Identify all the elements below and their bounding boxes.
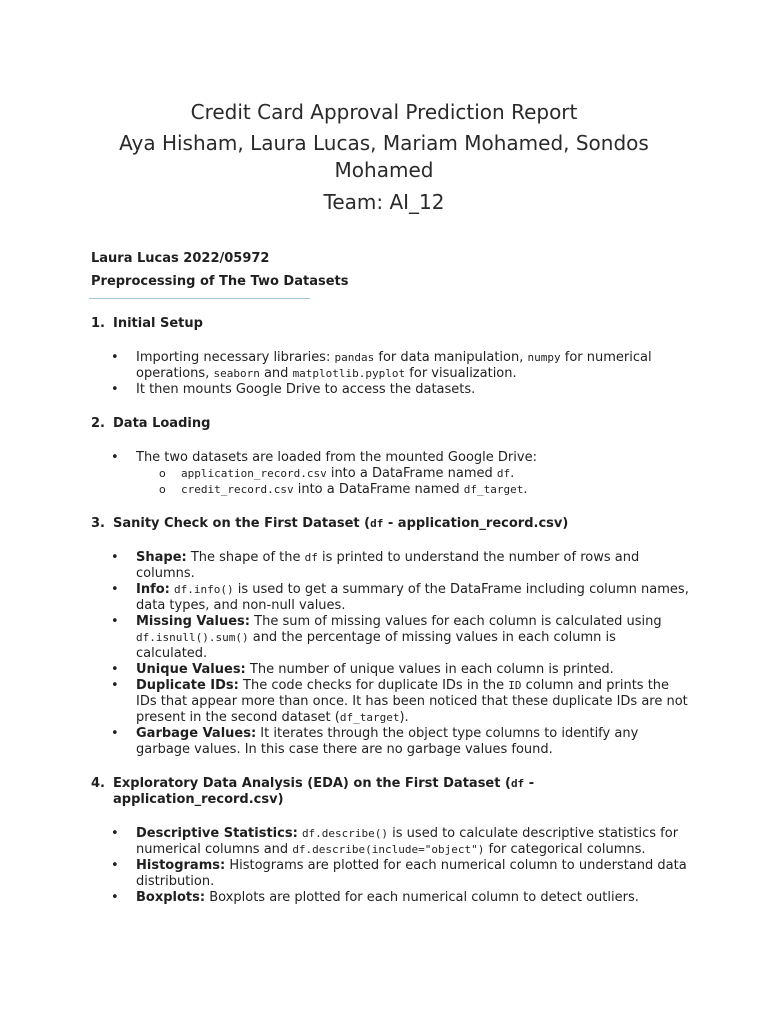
item-label: Histograms: bbox=[136, 858, 226, 873]
section-1-list bbox=[91, 350, 691, 398]
inline-code: application_record.csv bbox=[181, 467, 327, 480]
sub-list-item bbox=[159, 482, 691, 498]
list-item bbox=[111, 726, 691, 758]
inline-code: numpy bbox=[527, 351, 561, 364]
section-3-heading bbox=[91, 516, 691, 532]
document-body bbox=[91, 316, 691, 906]
item-text: The number of unique values in each column is printed. bbox=[245, 662, 614, 677]
inline-code: matplotlib.pyplot bbox=[292, 367, 406, 380]
section-heading-text: Initial Setup bbox=[113, 316, 203, 331]
inline-code: df.describe(include="object") bbox=[292, 843, 485, 856]
list-item bbox=[111, 662, 691, 678]
item-text: for categorical columns. bbox=[484, 842, 646, 857]
section-number: 1. bbox=[91, 316, 105, 331]
bullet-icon: • bbox=[111, 450, 119, 465]
author-line: Laura Lucas 2022/05972 bbox=[91, 251, 270, 266]
list-item bbox=[111, 550, 691, 582]
item-label: Unique Values: bbox=[136, 662, 246, 677]
bullet-icon: • bbox=[111, 858, 119, 873]
sub-bullet-icon: o bbox=[159, 483, 166, 496]
list-item bbox=[111, 858, 691, 890]
section-number: 3. bbox=[91, 516, 105, 531]
sub-list bbox=[136, 466, 691, 498]
sub-bullet-icon: o bbox=[159, 467, 166, 480]
inline-code: pandas bbox=[334, 351, 375, 364]
section-4-heading bbox=[91, 776, 691, 808]
section-2-heading bbox=[91, 416, 691, 432]
section-2-list bbox=[91, 450, 691, 498]
item-text: Histograms are plotted for each numerical column to understand data distribution. bbox=[136, 858, 687, 889]
section-heading-text: Sanity Check on the First Dataset ( bbox=[113, 516, 371, 531]
item-label: Missing Values: bbox=[136, 614, 250, 629]
inline-code: df_target bbox=[339, 711, 400, 724]
inline-code: df.isnull().sum() bbox=[136, 631, 249, 644]
inline-code: df bbox=[510, 777, 525, 790]
section-divider bbox=[89, 298, 310, 299]
sub-list-item bbox=[159, 466, 691, 482]
item-text: ). bbox=[399, 710, 409, 725]
inline-code: credit_record.csv bbox=[181, 483, 294, 496]
item-text: is used to get a summary of the DataFrame including column names, data types, and non-null values. bbox=[136, 582, 689, 613]
item-text: Boxplots are plotted for each numerical column to detect outliers. bbox=[205, 890, 639, 905]
list-item bbox=[111, 350, 691, 382]
section-heading-text: - application_record.csv) bbox=[113, 776, 535, 807]
section-number: 4. bbox=[91, 776, 105, 791]
title-block bbox=[0, 99, 768, 216]
item-text: into a DataFrame named bbox=[293, 482, 464, 497]
item-label: Shape: bbox=[136, 550, 187, 565]
item-text: It then mounts Google Drive to access the datasets. bbox=[136, 382, 476, 397]
bullet-icon: • bbox=[111, 826, 119, 841]
item-text: The sum of missing values for each column is calculated using bbox=[250, 614, 662, 629]
list-item bbox=[111, 582, 691, 614]
item-text: The two datasets are loaded from the mounted Google Drive: bbox=[136, 450, 537, 465]
item-text: for visualization. bbox=[405, 366, 517, 381]
bullet-icon: • bbox=[111, 890, 119, 905]
item-text: and the percentage of missing values in each column is calculated. bbox=[136, 630, 616, 661]
bullet-icon: • bbox=[111, 382, 119, 397]
inline-code: df.info() bbox=[174, 583, 234, 596]
report-authors: Aya Hisham, Laura Lucas, Mariam Mohamed, Sondos Mohamed bbox=[119, 131, 649, 182]
item-text: The shape of the bbox=[186, 550, 305, 565]
list-item bbox=[111, 614, 691, 662]
bullet-icon: • bbox=[111, 350, 119, 365]
item-text: column and prints the IDs that appear more than once. It has been noticed that these duplicate IDs are not present in the second dataset ( bbox=[136, 678, 688, 725]
section-1-heading bbox=[91, 316, 691, 332]
section-title: Preprocessing of The Two Datasets bbox=[91, 274, 349, 289]
item-text: into a DataFrame named bbox=[326, 466, 497, 481]
section-4-list bbox=[91, 826, 691, 906]
item-text: . bbox=[523, 482, 528, 497]
item-label: Duplicate IDs: bbox=[136, 678, 239, 693]
item-text: . bbox=[510, 466, 515, 481]
list-item bbox=[111, 890, 691, 906]
section-number: 2. bbox=[91, 416, 105, 431]
inline-code: df_target bbox=[463, 483, 524, 496]
item-text: for data manipulation, bbox=[374, 350, 528, 365]
report-team: Team: AI_12 bbox=[323, 190, 445, 214]
item-label: Descriptive Statistics: bbox=[136, 826, 298, 841]
item-text: for numerical operations, bbox=[136, 350, 652, 381]
inline-code: df bbox=[304, 551, 318, 564]
list-item bbox=[111, 450, 691, 498]
item-text: Importing necessary libraries: bbox=[136, 350, 335, 365]
bullet-icon: • bbox=[111, 550, 119, 565]
item-text: It iterates through the object type columns to identify any garbage values. In this case there are no garbage values found. bbox=[136, 726, 639, 757]
bullet-icon: • bbox=[111, 678, 119, 693]
item-text: The code checks for duplicate IDs in the bbox=[238, 678, 509, 693]
bullet-icon: • bbox=[111, 582, 119, 597]
section-heading-text: Data Loading bbox=[113, 416, 211, 431]
inline-code: df.describe() bbox=[301, 827, 389, 840]
item-label: Info: bbox=[136, 582, 170, 597]
bullet-icon: • bbox=[111, 726, 119, 741]
inline-code: df bbox=[370, 517, 384, 530]
list-item bbox=[111, 826, 691, 858]
bullet-icon: • bbox=[111, 662, 119, 677]
section-heading-text: Exploratory Data Analysis (EDA) on the First Dataset ( bbox=[113, 776, 511, 791]
bullet-icon: • bbox=[111, 614, 119, 629]
inline-code: df bbox=[496, 467, 511, 480]
report-title: Credit Card Approval Prediction Report bbox=[190, 100, 578, 124]
inline-code: seaborn bbox=[213, 367, 260, 380]
inline-code: ID bbox=[508, 679, 522, 692]
item-label: Garbage Values: bbox=[136, 726, 257, 741]
item-text: is used to calculate descriptive statistics for numerical columns and bbox=[136, 826, 679, 857]
section-heading-text: - application_record.csv) bbox=[383, 516, 569, 531]
list-item bbox=[111, 382, 691, 398]
section-3-list bbox=[91, 550, 691, 758]
list-item bbox=[111, 678, 691, 726]
item-text: and bbox=[259, 366, 293, 381]
item-label: Boxplots: bbox=[136, 890, 206, 905]
item-text: is printed to understand the number of rows and columns. bbox=[136, 550, 640, 581]
